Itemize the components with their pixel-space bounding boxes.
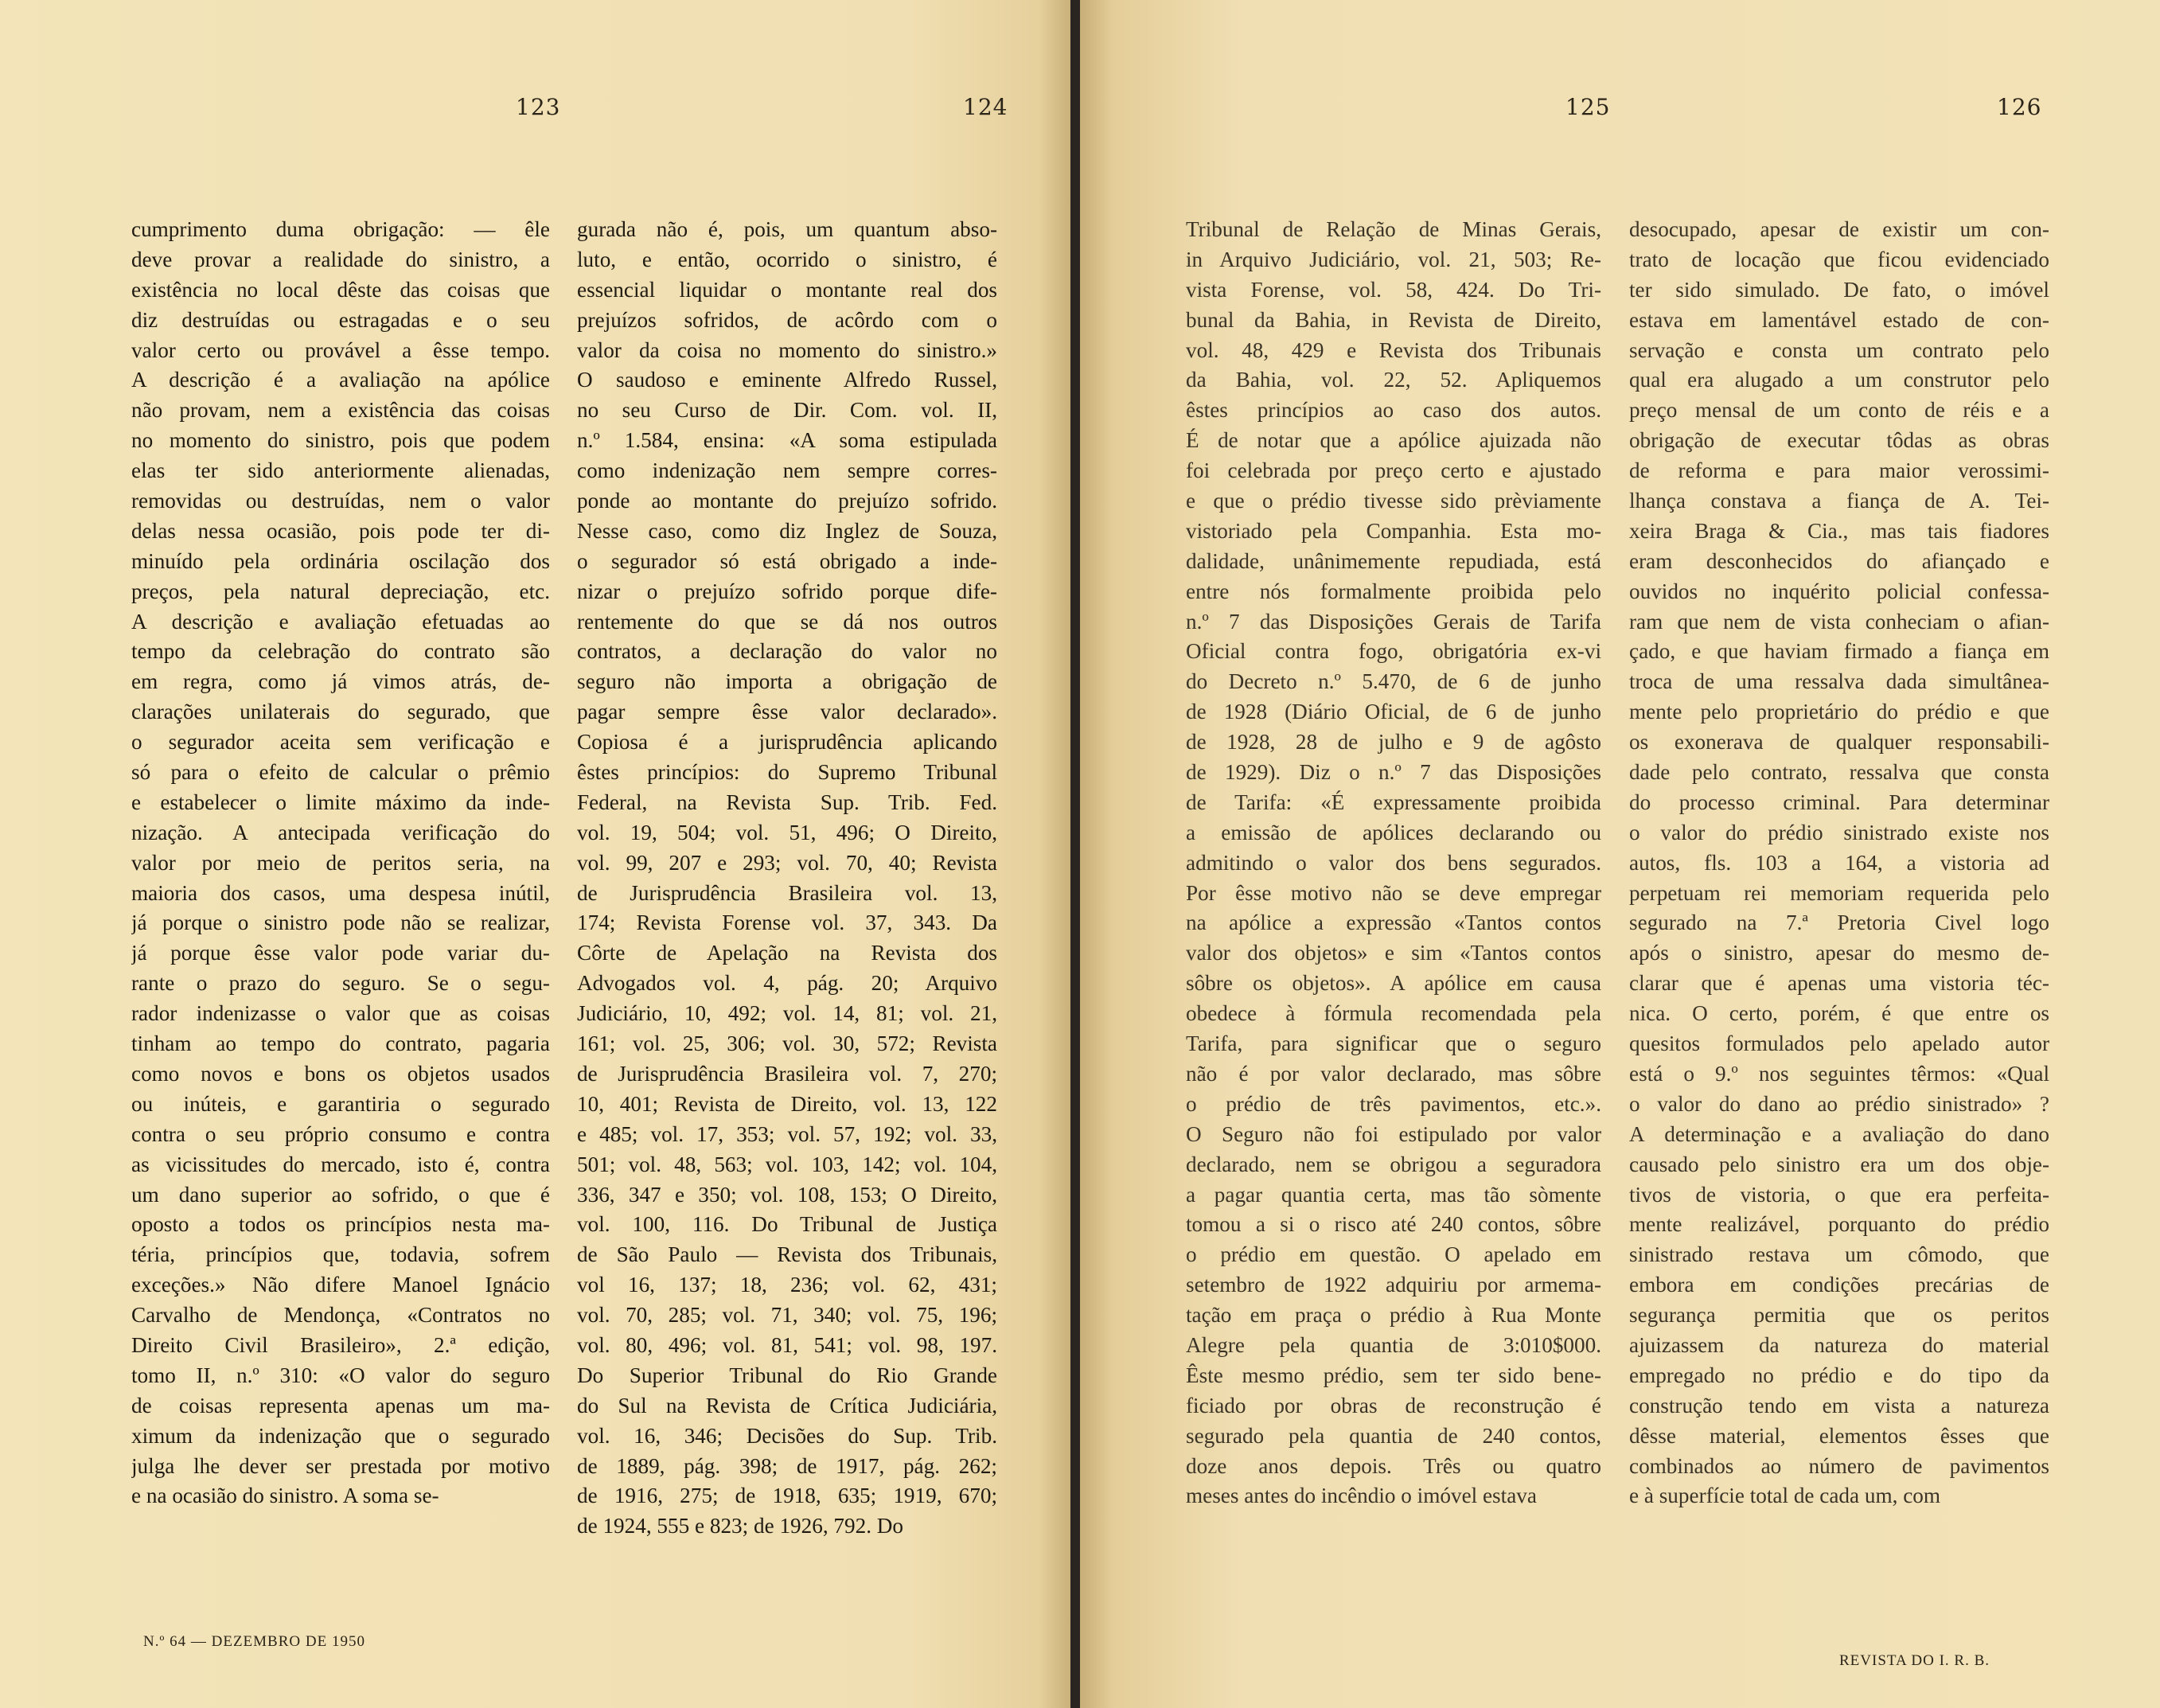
text-line: nica. O certo, porém, é que entre os	[1629, 1001, 2049, 1026]
text-line: segurança permitia que os peritos	[1629, 1303, 2049, 1328]
text-line: essencial liquidar o montante real dos	[577, 277, 997, 302]
text-line: existência no local dêste das coisas que	[131, 277, 550, 302]
text-line: o valor do dano ao prédio sinistrado» ?	[1629, 1091, 2049, 1116]
text-line: Êste mesmo prédio, sem ter sido bene-	[1186, 1363, 1601, 1387]
left-sheet	[0, 0, 1070, 1708]
right-sheet	[1080, 0, 2160, 1708]
text-line: desocupado, apesar de existir um con-	[1629, 217, 2049, 241]
text-line: vol. 19, 504; vol. 51, 496; O Direito,	[577, 820, 997, 844]
text-column-page-124	[577, 215, 997, 1542]
text-line: seguro não importa a obrigação de	[577, 669, 997, 694]
text-line: julga lhe dever ser prestada por motivo	[131, 1453, 550, 1478]
text-line: dêsse material, elementos êsses que	[1629, 1423, 2049, 1448]
text-line: como indenização nem sempre corres-	[577, 458, 997, 483]
text-line: de 1916, 275; de 1918, 635; 1919, 670;	[577, 1484, 997, 1508]
text-line: oposto a todos os princípios nesta ma-	[131, 1212, 550, 1237]
text-line: prejuízos sofridos, de acôrdo com o	[577, 307, 997, 332]
text-line: valor dos objetos» e sim «Tantos contos	[1186, 941, 1601, 965]
page-number-123: 123	[516, 94, 561, 120]
text-line: de Jurisprudência Brasileira vol. 13,	[577, 880, 997, 905]
text-line: luto, e então, ocorrido o sinistro, é	[577, 247, 997, 271]
text-line: preço mensal de um conto de réis e a	[1629, 398, 2049, 423]
text-line: vista Forense, vol. 58, 424. Do Tri-	[1186, 277, 1601, 302]
text-line: na apólice a expressão «Tantos contos	[1186, 911, 1601, 935]
text-line: a emissão de apólices declarando ou	[1186, 820, 1601, 844]
text-line: do Decreto n.º 5.470, de 6 de junho	[1186, 669, 1601, 694]
text-line: dalidade, unânimemente repudiada, está	[1186, 548, 1601, 573]
text-line: maioria dos casos, uma despesa inútil,	[131, 880, 550, 905]
text-line: de reforma e para maior verossimi-	[1629, 458, 2049, 483]
text-line: valor por meio de peritos seria, na	[131, 850, 550, 875]
text-line: Tarifa, para significar que o seguro	[1186, 1031, 1601, 1056]
text-line: ximum da indenização que o segurado	[131, 1423, 550, 1448]
text-line: tinham ao tempo do contrato, pagaria	[131, 1031, 550, 1056]
text-line: vol. 16, 346; Decisões do Sup. Trib.	[577, 1423, 997, 1448]
text-line: vistoriado pela Companhia. Esta mo-	[1186, 518, 1601, 543]
text-line: Alegre pela quantia de 3:010$000.	[1186, 1332, 1601, 1357]
text-line: causado pelo sinistro era um dos obje-	[1629, 1152, 2049, 1176]
text-line: ter sido simulado. De fato, o imóvel	[1629, 277, 2049, 302]
text-line: do Sul na Revista de Crítica Judiciária,	[577, 1393, 997, 1417]
text-line: perpetuam rei memoriam requerida pelo	[1629, 880, 2049, 905]
text-line: Direito Civil Brasileiro», 2.ª edição,	[131, 1332, 550, 1357]
text-line: doze anos depois. Três ou quatro	[1186, 1453, 1601, 1478]
text-line: delas nessa ocasião, pois pode ter di-	[131, 518, 550, 543]
text-line: clarações unilaterais do segurado, que	[131, 700, 550, 724]
text-line: do processo criminal. Para determinar	[1629, 790, 2049, 814]
text-line: O saudoso e eminente Alfredo Russel,	[577, 368, 997, 392]
text-line: de São Paulo — Revista dos Tribunais,	[577, 1242, 997, 1267]
text-line: combinados ao número de pavimentos	[1629, 1453, 2049, 1478]
text-line: diz destruídas ou estragadas e o seu	[131, 307, 550, 332]
text-line: admitindo o valor dos bens segurados.	[1186, 850, 1601, 875]
text-line: qual era alugado a um construtor pelo	[1629, 368, 2049, 392]
text-line: vol. 100, 116. Do Tribunal de Justiça	[577, 1212, 997, 1237]
text-line: de coisas representa apenas um ma-	[131, 1393, 550, 1417]
text-line: A determinação e a avaliação do dano	[1629, 1121, 2049, 1146]
text-line: Advogados vol. 4, pág. 20; Arquivo	[577, 971, 997, 996]
text-line: não provam, nem a existência das coisas	[131, 398, 550, 423]
text-line: 336, 347 e 350; vol. 108, 153; O Direito,	[577, 1182, 997, 1207]
text-line: ou inúteis, e garantiria o segurado	[131, 1091, 550, 1116]
text-line: rador indenizasse o valor que as coisas	[131, 1001, 550, 1026]
text-line: de 1929). Diz o n.º 7 das Disposições	[1186, 760, 1601, 785]
text-line: contra o seu próprio consumo e contra	[131, 1121, 550, 1146]
text-line: tivos de vistoria, o que era perfeita-	[1629, 1182, 2049, 1207]
text-line: vol. 70, 285; vol. 71, 340; vol. 75, 196;	[577, 1303, 997, 1328]
text-line: não é por valor declarado, mas sôbre	[1186, 1061, 1601, 1086]
text-line: minuído pela ordinária oscilação dos	[131, 548, 550, 573]
text-line: de 1889, pág. 398; de 1917, pág. 262;	[577, 1453, 997, 1478]
text-column-page-123	[131, 215, 550, 1511]
text-line: valor certo ou provável a êsse tempo.	[131, 337, 550, 362]
text-line: tomo II, n.º 310: «O valor do seguro	[131, 1363, 550, 1387]
text-line: êstes princípios: do Supremo Tribunal	[577, 760, 997, 785]
text-line: rante o prazo do seguro. Se o segu-	[131, 971, 550, 996]
text-line: de Jurisprudência Brasileira vol. 7, 270;	[577, 1061, 997, 1086]
text-line: ponde ao montante do prejuízo sofrido.	[577, 489, 997, 513]
text-line: o valor do prédio sinistrado existe nos	[1629, 820, 2049, 844]
text-line: Tribunal de Relação de Minas Gerais,	[1186, 217, 1601, 241]
text-column-page-126	[1629, 215, 2049, 1511]
text-line: mente realizável, porquanto do prédio	[1629, 1212, 2049, 1237]
text-line: contratos, a declaração do valor no	[577, 639, 997, 664]
text-line: setembro de 1922 adquiriu por armema-	[1186, 1273, 1601, 1297]
page-number-126: 126	[1997, 94, 2042, 120]
text-line: valor da coisa no momento do sinistro.»	[577, 337, 997, 362]
text-line: Do Superior Tribunal do Rio Grande	[577, 1363, 997, 1387]
page-number-125: 125	[1565, 94, 1611, 120]
text-line: O Seguro não foi estipulado por valor	[1186, 1121, 1601, 1146]
journal-footer: REVISTA DO I. R. B.	[1839, 1652, 1990, 1669]
text-line: lhança constava a fiança de A. Tei-	[1629, 489, 2049, 513]
text-line: Judiciário, 10, 492; vol. 14, 81; vol. 21,	[577, 1001, 997, 1026]
text-line: já porque êsse valor pode variar du-	[131, 941, 550, 965]
text-line: ficiado por obras de reconstrução é	[1186, 1393, 1601, 1417]
text-line: cumprimento duma obrigação: — êle	[131, 217, 550, 241]
text-line: nizar o prejuízo sofrido porque dife-	[577, 579, 997, 603]
text-line: tempo da celebração do contrato são	[131, 639, 550, 664]
text-line: de 1928, 28 de julho e 9 de agôsto	[1186, 730, 1601, 755]
text-line: A descrição é a avaliação na apólice	[131, 368, 550, 392]
text-line: xeira Braga & Cia., mas tais fiadores	[1629, 518, 2049, 543]
text-line: vol. 99, 207 e 293; vol. 70, 40; Revista	[577, 850, 997, 875]
text-line: os exonerava de qualquer responsabili-	[1629, 730, 2049, 755]
text-line: o segurador só está obrigado a inde-	[577, 548, 997, 573]
text-line: no seu Curso de Dir. Com. vol. II,	[577, 398, 997, 423]
text-line: no momento do sinistro, pois que podem	[131, 428, 550, 453]
text-line: 174; Revista Forense vol. 37, 343. Da	[577, 911, 997, 935]
text-line: vol. 48, 429 e Revista dos Tribunais	[1186, 337, 1601, 362]
text-line: nização. A antecipada verificação do	[131, 820, 550, 844]
text-line: quesitos formulados pelo apelado autor	[1629, 1031, 2049, 1056]
text-line: elas ter sido anteriormente alienadas,	[131, 458, 550, 483]
text-line: bunal da Bahia, in Revista de Direito,	[1186, 307, 1601, 332]
text-line: está o 9.º nos seguintes têrmos: «Qual	[1629, 1061, 2049, 1086]
text-line: um dano superior ao sofrido, o que é	[131, 1182, 550, 1207]
text-line: Nesse caso, como diz Inglez de Souza,	[577, 518, 997, 543]
text-line: construção tendo em vista a natureza	[1629, 1393, 2049, 1417]
text-line: sôbre os objetos». A apólice em causa	[1186, 971, 1601, 996]
text-line: 161; vol. 25, 306; vol. 30, 572; Revista	[577, 1031, 997, 1056]
text-line: deve provar a realidade do sinistro, a	[131, 247, 550, 271]
text-line: mente pelo proprietário do prédio e que	[1629, 700, 2049, 724]
text-line: dade pelo contrato, ressalva que consta	[1629, 760, 2049, 785]
text-line: e estabelecer o limite máximo da inde-	[131, 790, 550, 814]
text-line: e na ocasião do sinistro. A soma se-	[131, 1484, 439, 1508]
text-line: Côrte de Apelação na Revista dos	[577, 941, 997, 965]
text-line: A descrição e avaliação efetuadas ao	[131, 609, 550, 634]
text-line: Carvalho de Mendonça, «Contratos no	[131, 1303, 550, 1328]
text-line: Copiosa é a jurisprudência aplicando	[577, 730, 997, 755]
text-line: segurado pela quantia de 240 contos,	[1186, 1423, 1601, 1448]
text-line: embora em condições precárias de	[1629, 1273, 2049, 1297]
text-line: de Tarifa: «É expressamente proibida	[1186, 790, 1601, 814]
text-line: in Arquivo Judiciário, vol. 21, 503; Re-	[1186, 247, 1601, 271]
text-line: o segurador aceita sem verificação e	[131, 730, 550, 755]
text-line: já porque o sinistro pode não se realizar,	[131, 911, 550, 935]
text-line: téria, princípios que, todavia, sofrem	[131, 1242, 550, 1267]
page-number-124: 124	[963, 94, 1008, 120]
text-line: ram que nem de vista conheciam o afian-	[1629, 609, 2049, 634]
text-line: estava em lamentável estado de con-	[1629, 307, 2049, 332]
text-line: de 1924, 555 e 823; de 1926, 792. Do	[577, 1514, 904, 1538]
text-line: declarado, nem se obrigou a seguradora	[1186, 1152, 1601, 1176]
text-line: vol. 80, 496; vol. 81, 541; vol. 98, 197.	[577, 1332, 997, 1357]
text-line: como novos e bons os objetos usados	[131, 1061, 550, 1086]
text-line: sinistrado restava um cômodo, que	[1629, 1242, 2049, 1267]
text-line: e 485; vol. 17, 353; vol. 57, 192; vol. 33,	[577, 1121, 997, 1146]
text-line: gurada não é, pois, um quantum abso-	[577, 217, 997, 241]
text-line: a pagar quantia certa, mas tão sòmente	[1186, 1182, 1601, 1207]
text-line: entre nós formalmente proibida pelo	[1186, 579, 1601, 603]
text-line: da Bahia, vol. 22, 52. Apliquemos	[1186, 368, 1601, 392]
text-line: e que o prédio tivesse sido prèviamente	[1186, 489, 1601, 513]
text-line: em regra, como já vimos atrás, de-	[131, 669, 550, 694]
text-line: o prédio de três pavimentos, etc.».	[1186, 1091, 1601, 1116]
text-line: obedece à fórmula recomendada pela	[1186, 1001, 1601, 1026]
text-line: o prédio em questão. O apelado em	[1186, 1242, 1601, 1267]
text-line: pagar sempre êsse valor declarado».	[577, 700, 997, 724]
text-line: çado, e que haviam firmado a fiança em	[1629, 639, 2049, 664]
text-line: êstes princípios ao caso dos autos.	[1186, 398, 1601, 423]
text-line: Oficial contra fogo, obrigatória ex-vi	[1186, 639, 1601, 664]
text-line: eram desconhecidos do afiançado e	[1629, 548, 2049, 573]
text-line: exceções.» Não difere Manoel Ignácio	[131, 1273, 550, 1297]
text-line: troca de uma ressalva dada simultânea-	[1629, 669, 2049, 694]
text-line: Federal, na Revista Sup. Trib. Fed.	[577, 790, 997, 814]
text-line: clarar que é apenas uma vistoria téc-	[1629, 971, 2049, 996]
text-line: Por êsse motivo não se deve empregar	[1186, 880, 1601, 905]
text-line: 10, 401; Revista de Direito, vol. 13, 122	[577, 1091, 997, 1116]
text-line: e à superfície total de cada um, com	[1629, 1484, 1941, 1508]
text-line: ajuizassem da natureza do material	[1629, 1332, 2049, 1357]
text-line: segurado na 7.ª Pretoria Civel logo	[1629, 911, 2049, 935]
text-line: n.º 7 das Disposições Gerais de Tarifa	[1186, 609, 1601, 634]
text-line: n.º 1.584, ensina: «A soma estipulada	[577, 428, 997, 453]
text-line: removidas ou destruídas, nem o valor	[131, 489, 550, 513]
text-line: só para o efeito de calcular o prêmio	[131, 760, 550, 785]
text-line: ouvidos no inquérito policial confessa-	[1629, 579, 2049, 603]
text-line: tação em praça o prédio à Rua Monte	[1186, 1303, 1601, 1328]
text-line: preços, pela natural depreciação, etc.	[131, 579, 550, 603]
text-line: rentemente do que se dá nos outros	[577, 609, 997, 634]
text-line: tomou a si o risco até 240 contos, sôbre	[1186, 1212, 1601, 1237]
text-line: trato de locação que ficou evidenciado	[1629, 247, 2049, 271]
text-line: foi celebrada por preço certo e ajustado	[1186, 458, 1601, 483]
text-line: servação e consta um contrato pelo	[1629, 337, 2049, 362]
text-line: obrigação de executar tôdas as obras	[1629, 428, 2049, 453]
text-column-page-125	[1186, 215, 1601, 1511]
text-line: após o sinistro, apesar do mesmo de-	[1629, 941, 2049, 965]
text-line: as vicissitudes do mercado, isto é, contra	[131, 1152, 550, 1176]
text-line: autos, fls. 103 a 164, a vistoria ad	[1629, 850, 2049, 875]
text-line: empregado no prédio e do tipo da	[1629, 1363, 2049, 1387]
text-line: meses antes do incêndio o imóvel estava	[1186, 1484, 1537, 1508]
issue-footer: N.º 64 — DEZEMBRO DE 1950	[143, 1633, 365, 1650]
text-line: 501; vol. 48, 563; vol. 103, 142; vol. 104,	[577, 1152, 997, 1176]
text-line: de 1928 (Diário Oficial, de 6 de junho	[1186, 700, 1601, 724]
text-line: É de notar que a apólice ajuizada não	[1186, 428, 1601, 453]
text-line: vol 16, 137; 18, 236; vol. 62, 431;	[577, 1273, 997, 1297]
